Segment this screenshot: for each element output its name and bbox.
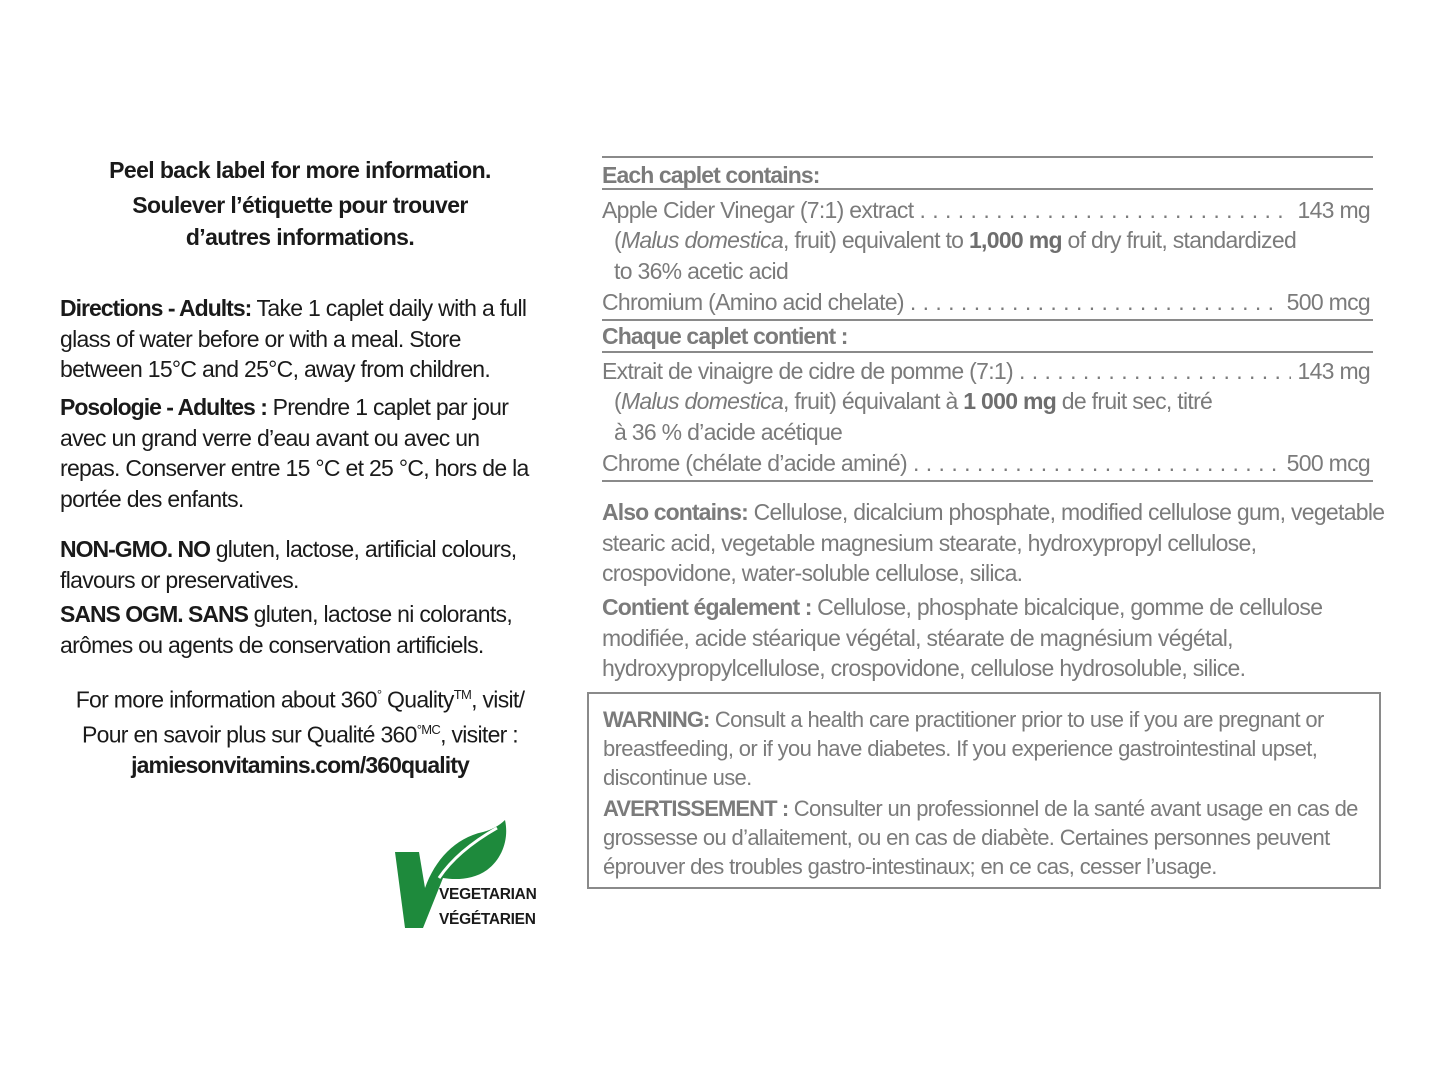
- latin-name: Malus domestica: [620, 227, 784, 253]
- more-en-a: For more information about 360: [75, 686, 377, 713]
- directions-text: Take 1 caplet daily with a full glass of water before or with a meal. Store between 15°C and 25°C, away from children.: [60, 295, 527, 382]
- trademark-sup: TM: [453, 687, 472, 702]
- fr-item1-name: Extrait de vinaigre de cidre de pomme (7:1): [602, 358, 1013, 384]
- leader-dots: [919, 197, 1291, 224]
- more-en-deg: °: [376, 687, 382, 702]
- non-gmo-fr: [60, 599, 540, 660]
- fr-item1-detail-1: [614, 388, 1212, 415]
- leader-dots: [1019, 358, 1292, 385]
- more-fr-b: , visiter :: [440, 721, 518, 748]
- fr-item1-amount: 143 mg: [1297, 358, 1370, 384]
- avert-label: AVERTISSEMENT :: [603, 796, 789, 821]
- also-label: Also contains:: [602, 499, 748, 525]
- also-text: Cellulose, dicalcium phosphate, modified cellulose gum, vegetable stearic acid, vegetable magnesium stearate, hydroxypropyl cellulose, crospovidone, water-soluble cellulose, silica.: [602, 499, 1385, 586]
- directions-fr: [60, 392, 540, 514]
- en-item1-amount: 143 mg: [1297, 197, 1370, 223]
- contient-label: Contient également :: [602, 594, 812, 620]
- leader-dots: [910, 289, 1281, 316]
- fr-heading-rule: [602, 351, 1373, 353]
- sansogm-label: SANS OGM. SANS: [60, 601, 248, 627]
- posologie-text: Prendre 1 caplet par jour avec un grand verre d’eau avant ou avec un repas. Conserver entre 15 °C et 25 °C, hors de la portée des enfants.: [60, 394, 529, 512]
- mc-sup: °MC: [416, 722, 441, 738]
- fr-item1-detail-2: à 36 % d’acide acétique: [614, 419, 843, 445]
- paren: (: [614, 227, 621, 253]
- more-fr-a: Pour en savoir plus sur Qualité 360: [81, 721, 417, 748]
- more-en-c: , visit/: [471, 686, 525, 713]
- latin-name: Malus domestica: [620, 388, 784, 414]
- en-item2-amount: 500 mcg: [1286, 289, 1370, 315]
- posologie-label: Posologie - Adultes :: [60, 394, 267, 420]
- fr-item2-name: Chrome (chélate d’acide aminé): [602, 450, 907, 476]
- en-heading-rule: [602, 188, 1373, 190]
- warning-box: [587, 692, 1381, 889]
- logo-text-fr: VÉGÉTARIEN: [439, 911, 536, 928]
- contient-text: Cellulose, phosphate bicalcique, gomme de cellulose modifiée, acide stéarique végétal, stéarate de magnésium végétal, hydroxypropylcellulose, crospovidone, cellulose hydrosoluble, silice.: [602, 594, 1323, 681]
- peel-line-fr-2: d’autres informations.: [185, 224, 415, 250]
- section-rule: [602, 319, 1373, 321]
- detail-bold: 1,000 mg: [968, 227, 1062, 253]
- peel-line-fr-1: Soulever l’étiquette pour trouver: [132, 192, 468, 218]
- nongmo-text: gluten, lactose, artificial colours, flavours or preservatives.: [60, 536, 517, 593]
- en-heading: Each caplet contains:: [602, 162, 820, 188]
- leader-dots: [913, 450, 1281, 477]
- nongmo-label: NON-GMO. NO: [60, 536, 210, 562]
- warning-fr: [603, 794, 1373, 881]
- vegetarian-logo: [395, 820, 545, 930]
- also-contains-fr: [602, 592, 1392, 684]
- more-en-b: Quality: [381, 686, 454, 713]
- peel-line-en: Peel back label for more information.: [109, 157, 491, 183]
- fr-item2-amount: 500 mcg: [1286, 450, 1370, 476]
- en-ingredient-1: [602, 197, 1370, 224]
- sansogm-text: gluten, lactose ni colorants, arômes ou agents de conservation artificiels.: [60, 601, 513, 658]
- en-item1-name: Apple Cider Vinegar (7:1) extract: [602, 197, 914, 223]
- en-item1-detail-2: to 36% acetic acid: [614, 258, 789, 284]
- directions-en: [60, 293, 540, 385]
- warning-en: [603, 705, 1373, 792]
- more-info: [60, 680, 540, 781]
- fr-heading: Chaque caplet contient :: [602, 323, 848, 349]
- en-item1-detail-1: [614, 227, 1296, 254]
- warning-label: WARNING:: [603, 707, 710, 732]
- en-item2-name: Chromium (Amino acid chelate): [602, 289, 904, 315]
- also-contains-en: [602, 497, 1392, 589]
- detail-end: de fruit sec, titré: [1056, 388, 1213, 414]
- website-link[interactable]: jamiesonvitamins.com/360quality: [131, 752, 469, 779]
- detail-end: of dry fruit, standardized: [1061, 227, 1297, 253]
- en-ingredient-2: [602, 289, 1370, 316]
- logo-text-en: VEGETARIAN: [439, 886, 537, 903]
- paren: (: [614, 388, 621, 414]
- top-rule: [602, 156, 1373, 158]
- bottom-rule: [602, 480, 1373, 482]
- more-info-en: [60, 680, 540, 715]
- detail-mid: , fruit) équivalant à: [783, 388, 964, 414]
- peel-back-notice: [60, 154, 540, 253]
- detail-bold: 1 000 mg: [963, 388, 1057, 414]
- non-gmo-en: [60, 534, 540, 595]
- more-info-fr: [60, 715, 540, 750]
- directions-label: Directions - Adults:: [60, 295, 252, 321]
- fr-ingredient-1: [602, 358, 1370, 385]
- detail-mid: , fruit) equivalent to: [783, 227, 969, 253]
- warning-text: Consult a health care practitioner prior to use if you are pregnant or breastfeeding, or if you have diabetes. If you experience gastrointestinal upset, discontinue use.: [603, 707, 1324, 790]
- fr-ingredient-2: [602, 450, 1370, 477]
- avert-text: Consulter un professionnel de la santé avant usage en cas de grossesse ou d’allaitement, ou en cas de diabète. Certaines personnes peuvent éprouver des troubles gastro-intestinaux; en ce cas, cesser l’usage.: [603, 796, 1358, 879]
